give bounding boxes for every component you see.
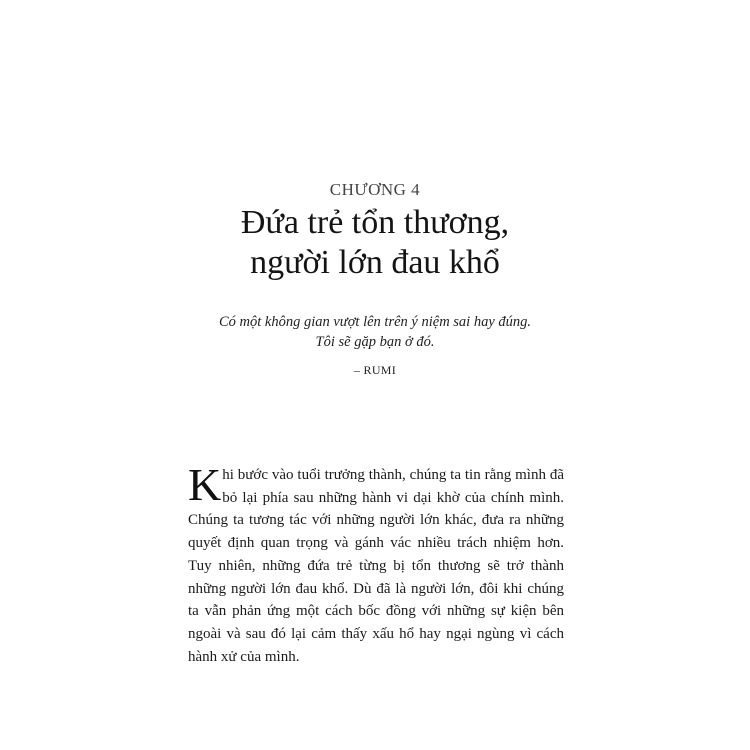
chapter-label: CHƯƠNG 4 xyxy=(329,180,421,199)
chapter-title-line-2: người lớn đau khổ xyxy=(250,244,500,281)
epigraph-line-1: Có một không gian vượt lên trên ý niệm sai hay đúng. xyxy=(218,314,532,330)
body-paragraph-text: hi bước vào tuổi trưởng thành, chúng ta tin rằng mình đã bỏ lại phía sau những hành vi dại khờ của chính mình. Chúng ta tương tác với những người lớn khác, đưa ra những quyết định quan trọng và gánh vác nhiều trách nhiệm hơn. Tuy nhiên, những đứa trẻ từng bị tổn thương sẽ trở thành những người lớn đau khổ. Dù đã là người lớn, đôi khi chúng ta vẫn phản ứng một cách bốc đồng với những sự kiện bên ngoài và sau đó lại cảm thấy xấu hổ hay ngại ngùng vì cách hành xử của mình. xyxy=(188,467,564,665)
drop-cap: K xyxy=(188,459,222,510)
chapter-title xyxy=(0,203,750,283)
body-paragraph xyxy=(188,459,564,668)
epigraph-line-2: Tôi sẽ gặp bạn ở đó. xyxy=(315,334,435,350)
epigraph-quote xyxy=(0,312,750,352)
epigraph-attribution: – RUMI xyxy=(353,363,397,377)
chapter-title-line-1: Đứa trẻ tổn thương, xyxy=(240,204,510,241)
